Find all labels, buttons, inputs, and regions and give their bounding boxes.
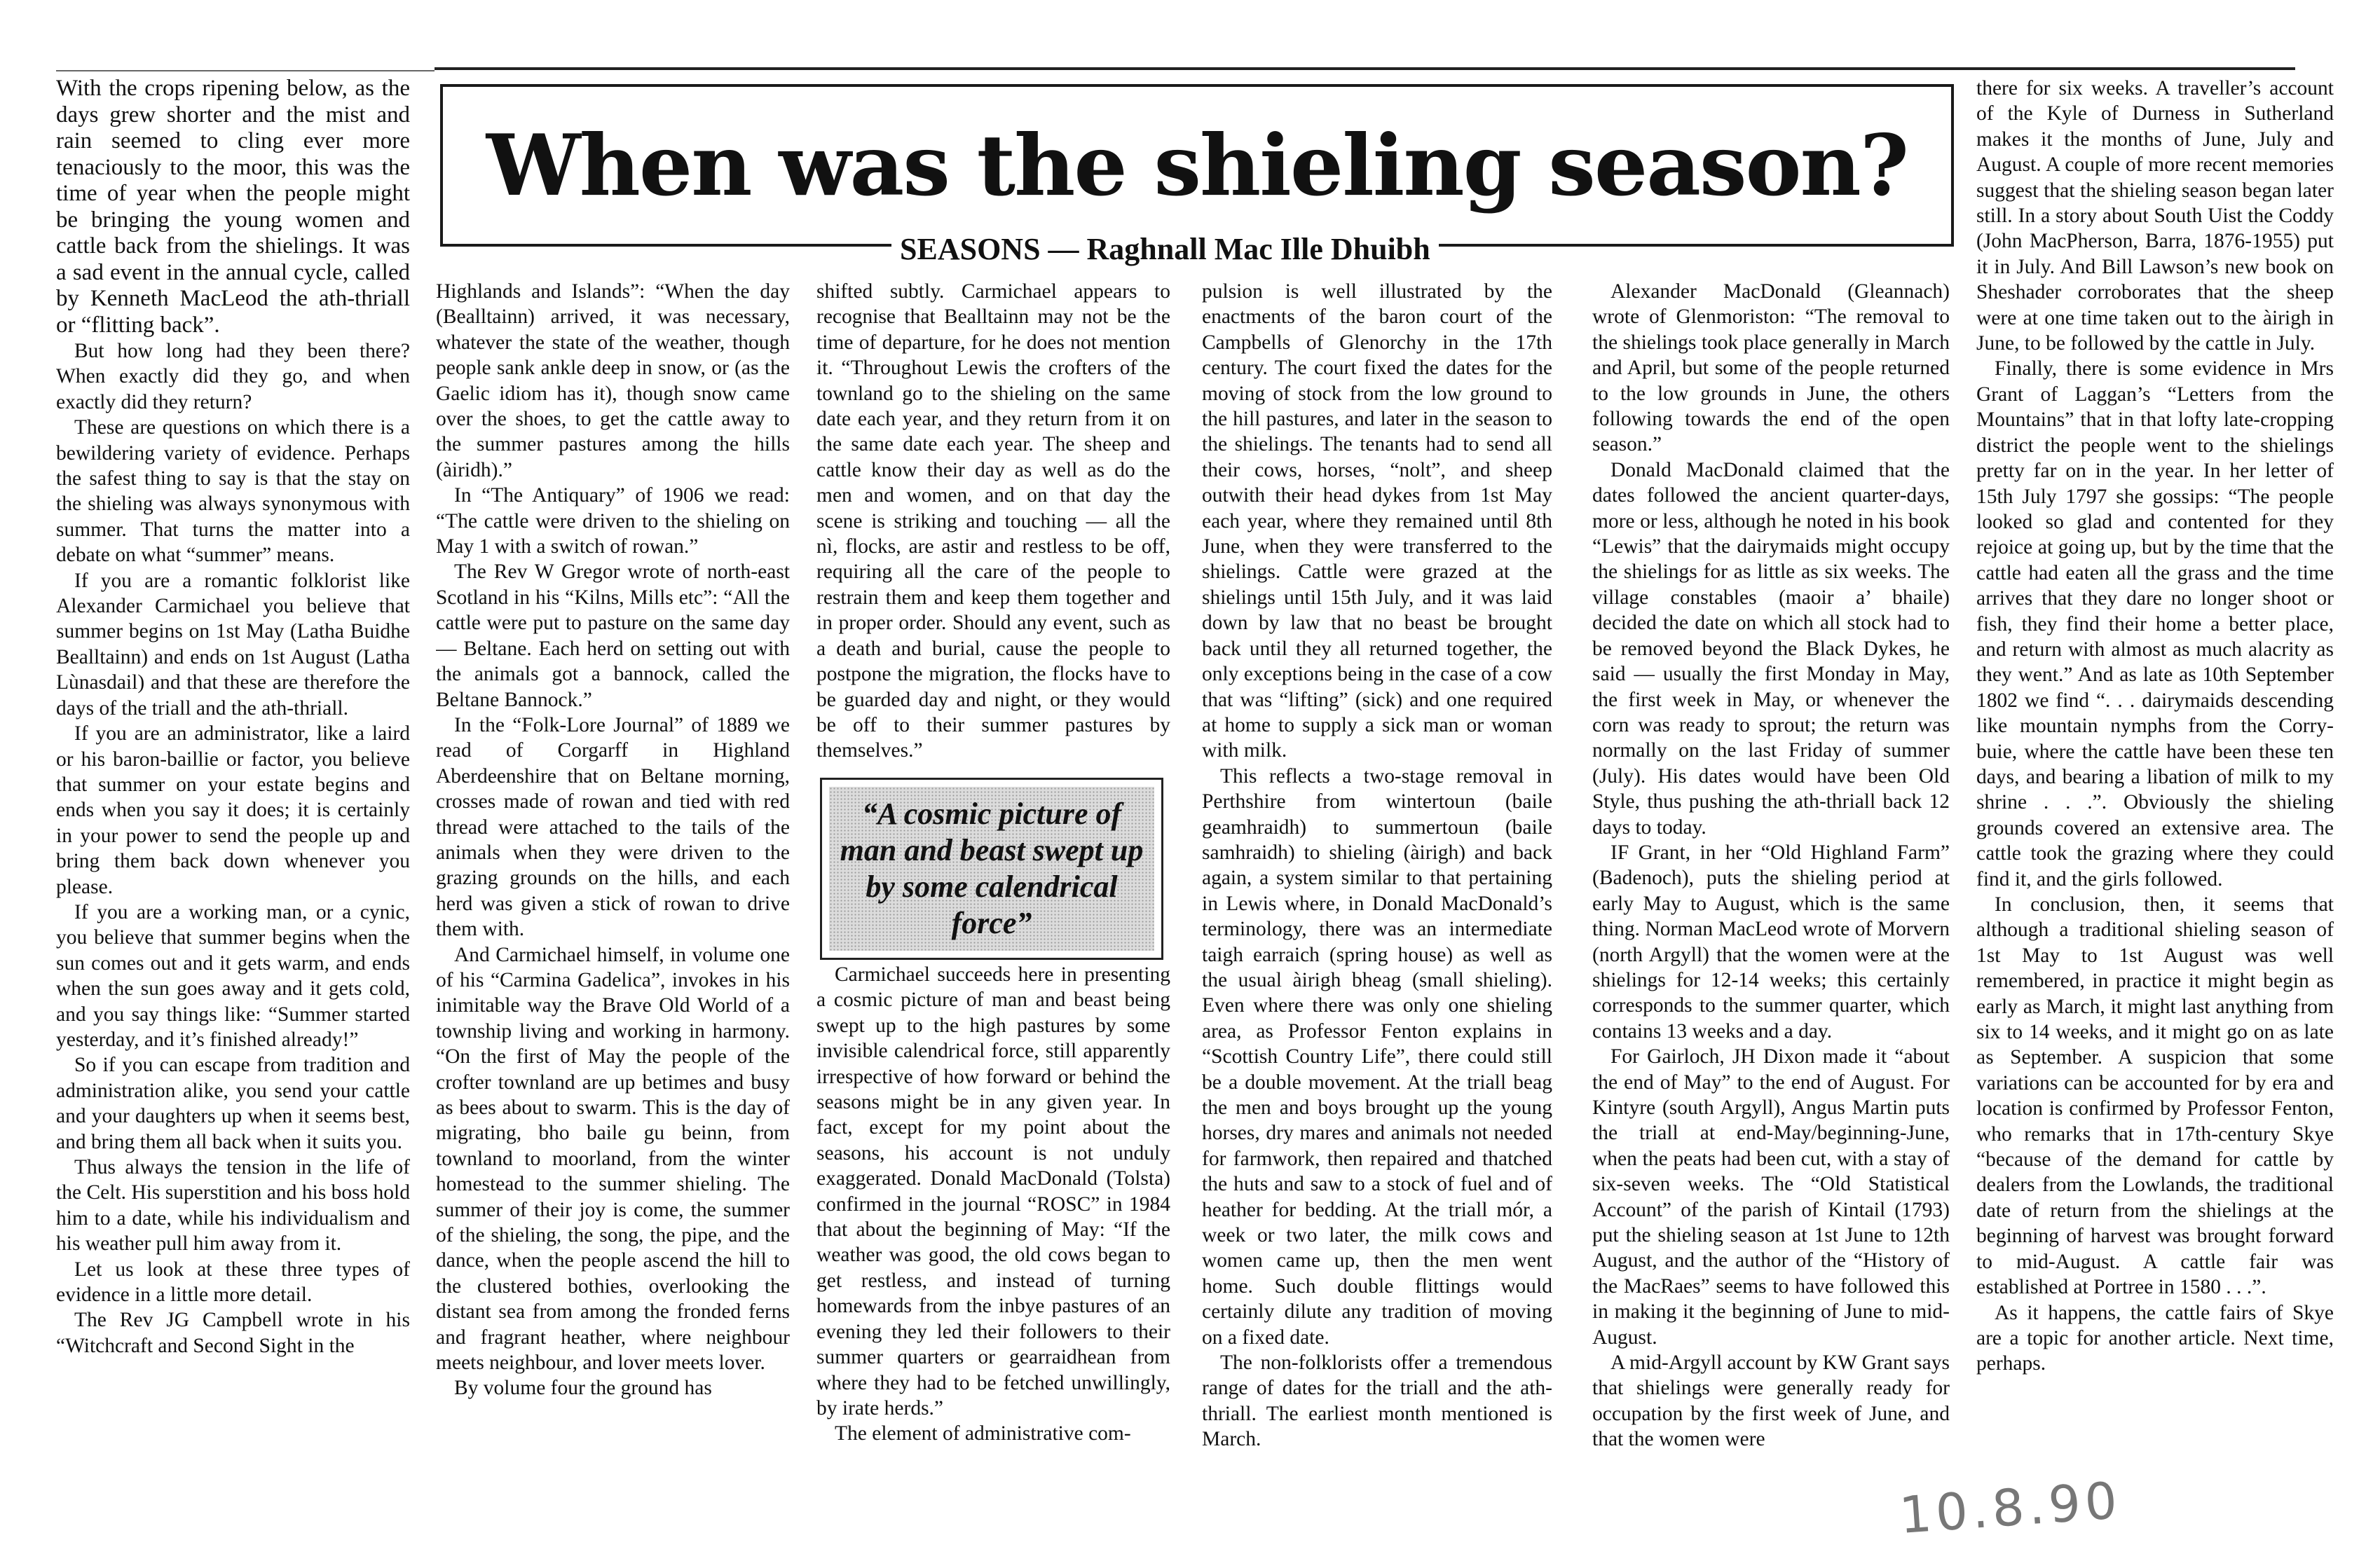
top-rule	[435, 67, 2295, 70]
paragraph: This reflects a two-stage removal in Perthshire from wintertoun (baile geamhraidh) to summertoun (baile samhraidh) to shieling (àirigh) and back again, a system similar to that pertaining in Lewis where, in Donald MacDonald’s terminology, there was an intermediate taigh earraich (spring house) as well as the usual àirigh bheag (small shieling). Even where there was only one shieling area, as Professor Fenton explains in “Scottish Country Life”, there could still be a double movement. At the triall beag the men and boys brought up the young horses, dry mares and animals not needed for farmwork, then repaired and thatched the huts and saw to a stock of fuel and of heather for bedding. At the triall mór, a week or two later, the milk cows and women came up, then the men went home. Such double flittings would certainly dilute any tradition of moving on a fixed date.	[1202, 764, 1552, 1349]
paragraph: Let us look at these three types of evidence in a little more detail.	[56, 1258, 410, 1307]
paragraph: there for six weeks. A traveller’s account of the Kyle of Durness in Sutherland makes it the months of June, July and August. A couple of more recent memories suggest that the shieling season began later still. In a story about South Uist the Coddy (John MacPherson, Barra, 1876-1955) put it in July. And Bill Lawson’s new book on Sheshader corroborates that the sheep were at one time taken out to the àirigh in June, to be followed by the cattle in July.	[1976, 77, 2334, 355]
paragraph: pulsion is well illustrated by the enactments of the baron court of the Campbells of Glenorchy in the 17th century. The court fixed the dates for the moving of stock from the low ground to the hill pastures, and later in the season to the shielings. The tenants had to send all their cows, horses, “nolt”, and sheep outwith their head dykes from 1st May each year, where they remained until 8th June, when they were transferred to the shielings. Cattle were grazed at the shielings until 15th July, and it was laid down by law that no beast be brought back until they all returned together, the only exceptions being in the case of a cow that was “lifting” (sick) and one required at home to supply a sick man or woman with milk.	[1202, 280, 1552, 762]
paragraph: As it happens, the cattle fairs of Skye are a topic for another article. Next time, perhaps.	[1976, 1301, 2334, 1375]
paragraph: In conclusion, then, it seems that although a traditional shieling season of 1st May to 1st August was well remembered, in practice it might begin as early as March, it might last anything from six to 14 weeks, and it might go on as late as September. A suspicion that some variations can be accounted for by era and location is confirmed by Professor Fenton, who remarks that in 17th-century Skye “because of the demand for cattle by dealers from the Lowlands, the traditional date of return from the shielings at the beginning of harvest was brought forward to mid-August. A cattle fair was established at Portree in 1580 . . .”.	[1976, 893, 2334, 1299]
paragraph: The non-folklorists offer a tremendous range of dates for the triall and the ath-thriall. The earliest month mentioned is March.	[1202, 1352, 1552, 1451]
article-column-1	[56, 76, 410, 1477]
top-rule-left	[56, 70, 435, 71]
article-column-5	[1592, 279, 1950, 1477]
paragraph: Donald MacDonald claimed that the dates followed the ancient quarter-days, more or less, although he noted in his book “Lewis” that the dairymaids might occupy the shielings for as little as six weeks. The village constables (maoir a’ bhaile) decided the date on which all stock had to be removed beyond the Black Dykes, he said — usually the first Monday in May, the first week in May, or whenever the corn was ready to sprout; the return was normally on the last Friday of summer (July). His dates would have been Old Style, thus pushing the ath-thriall back 12 days to today.	[1592, 458, 1950, 839]
paragraph: If you are a romantic folklorist like Alexander Carmichael you believe that summer begins on 1st May (Latha Buidhe Bealltainn) and ends on 1st August (Latha Lùnasdail) and that these are therefore the days of the triall and the ath-thriall.	[56, 569, 410, 720]
paragraph: Thus always the tension in the life of the Celt. His superstition and his boss hold him to a date, while his individualism and his weather pull him away from it.	[56, 1156, 410, 1256]
pull-quote-screen	[829, 787, 1154, 951]
paragraph: Finally, there is some evidence in Mrs Grant of Laggan’s “Letters from the Mountains” that in that lofty late-cropping district the people went to the shielings pretty far on in the year. In her letter of 15th July 1797 she gossips: “The people looked so glad and contented for they rejoice at going up, but by the time that the cattle had eaten all the grass and the time arrives that they dare no longer shoot or fish, they find their home a better place, and return with almost as much alacrity as they went.” And as late as 10th September 1802 we find “. . . dairymaids descending like mountain nymphs from the Corry-buie, where the cattle have been these ten days, and bearing a libation of milk to my shrine . . .”. Obviously the shieling grounds covered an extensive area. The cattle took the grazing where they could find it, and the girls followed.	[1976, 357, 2334, 891]
paragraph: In the “Folk-Lore Journal” of 1889 we read of Corgarff in Highland Aberdeenshire that on Beltane morning, crosses made of rowan and tied with red thread were attached to the tails of the animals when they were driven to the grazing grounds on the hills, and each herd was given a stick of rowan to drive them with.	[436, 713, 790, 941]
lead-paragraph: With the crops ripening below, as the days grew shorter and the mist and rain seemed to cling ever more tenaciously to the moor, this was the time of year when the people might be bringing the young women and cattle back from the shielings. It was a sad event in the annual cycle, called by Kenneth MacLeod the ath-thriall or “flitting back”.	[56, 76, 410, 338]
paragraph: If you are an administrator, like a laird or his baron-baillie or factor, you believe that summer on your estate begins and ends when you say it does; it is certainly in your power to send the people up and bring them back down whenever you please.	[56, 722, 410, 898]
article-column-6	[1976, 76, 2334, 1477]
pull-quote-box	[820, 778, 1163, 960]
paragraph: IF Grant, in her “Old Highland Farm” (Badenoch), puts the shieling period at early May to August, which is the same thing. Norman MacLeod wrote of Morvern (north Argyll) that the women were at the shielings for 12-14 weeks; this certainly corresponds to the summer quarter, which contains 13 weeks and a day.	[1592, 841, 1950, 1043]
paragraph: The element of administrative com-	[835, 1422, 1131, 1445]
paragraph: And Carmichael himself, in volume one of his “Carmina Gadelica”, invokes in his inimitable way the Brave Old World of a township living and working in harmony. “On the first of May the people of the crofter townland are up betimes and busy as bees about to swarm. This is the day of migrating, bho baile gu beinn, from townland to moorland, from the winter homestead to the summer shieling. The summer of their joy is come, the summer of the shieling, the song, the pipe, and the dance, when the people ascend the hill to the clustered bothies, overlooking the distant sea from among the fronded ferns and fragrant heather, where neighbour meets neighbour, and lover meets lover.	[436, 943, 790, 1375]
paragraph: The Rev JG Campbell wrote in his “Witchcraft and Second Sight in the	[56, 1309, 410, 1357]
paragraph: shifted subtly. Carmichael appears to recognise that Bealltainn may not be the time of departure, for he does not mention it. “Throughout Lewis the crofters of the townland go to the shieling on the same date each year, and they return from it on the same date each year. The sheep and cattle know their day as well as do the men and women, and on that day the scene is striking and touching — all the nì, flocks, are astir and restless to be off, requiring all the care of the people to restrain them and keep them together and in proper order. Should any event, such as a death and burial, cause the people to postpone the migration, the flocks have to be guarded day and night, or they would be off to their summer pastures by themselves.”	[816, 280, 1170, 762]
paragraph: By volume four the ground has	[454, 1377, 712, 1400]
headline-box	[440, 84, 1954, 247]
paragraph: But how long had they been there? When exactly did they go, and when exactly did they return?	[56, 340, 410, 413]
paragraph: Alexander MacDonald (Gleannach) wrote of Glenmoriston: “The removal to the shielings took place generally in March and April, but some of the people returned to the low grounds in June, the others following towards the end of the open season.”	[1592, 280, 1950, 456]
paragraph: The Rev W Gregor wrote of north-east Scotland in his “Kilns, Mills etc”: “All the cattle were put to pasture on the same day — Beltane. Each herd on setting out with the animals got a bannock, called the Beltane Bannock.”	[436, 561, 790, 711]
paragraph: So if you can escape from tradition and administration alike, you send your cattle and your daughters up when it seems best, and bring them all back when it suits you.	[56, 1054, 410, 1153]
headline: When was the shieling season?	[486, 116, 1908, 215]
paragraph: If you are a working man, or a cynic, you believe that summer begins when the sun comes out and it gets warm, and ends when the sun goes away and it gets cold, and you say things like: “Summer started yesterday, and it’s finished already!”	[56, 900, 410, 1051]
paragraph: A mid-Argyll account by KW Grant says that shielings were generally ready for occupation by the first week of June, and that the women were	[1592, 1352, 1950, 1451]
pull-quote: “A cosmic picture of man and beast swept up by some calendrical force”	[840, 797, 1144, 940]
article-column-2	[436, 279, 790, 1477]
paragraph: Highlands and Islands”: “When the day (Bealltainn) arrived, it was necessary, whatever the state of the weather, though people sank ankle deep in snow, or (as the Gaelic idiom has it), though snow came over the shoes, to get the cattle away to the summer pastures among the hills (àiridh).”	[436, 280, 790, 481]
handwritten-date: 10.8.90	[1897, 1471, 2123, 1545]
paragraph: These are questions on which there is a bewildering variety of evidence. Perhaps the safest thing to say is that the stay on the shieling was always synonymous with summer. That turns the matter into a debate on what “summer” means.	[56, 416, 410, 567]
byline: SEASONS — Raghnall Mac Ille Dhuibh	[891, 231, 1439, 267]
article-column-4	[1202, 279, 1552, 1477]
paragraph: Carmichael succeeds here in presenting a cosmic picture of man and beast being swept up to the high pastures by some invisible calendrical force, still apparently irrespective of how forward or behind the seasons might be in any given year. In fact, except for my point about the seasons, his account is not unduly exaggerated. Donald MacDonald (Tolsta) confirmed in the journal “ROSC” in 1984 that about the beginning of May: “If the weather was good, the old cows began to get restless, and instead of turning homewards from the inbye pastures of an evening they led their followers to their summer quarters or gearraidhean from where they had to be fetched unwillingly, by irate herds.”	[816, 963, 1170, 1419]
paragraph: For Gairloch, JH Dixon made it “about the end of May” to the end of August. For Kintyre (south Argyll), Angus Martin puts the triall at end-May/beginning-June, when the peats had been cut, with a stay of six-seven weeks. The “Old Statistical Account” of the parish of Kintail (1793) put the shieling season at 1st June to 12th August, and the author of the “History of the MacRaes” seems to have followed this in making it the beginning of June to mid-August.	[1592, 1045, 1950, 1349]
paragraph: In “The Antiquary” of 1906 we read: “The cattle were driven to the shieling on May 1 with a switch of rowan.”	[436, 484, 790, 558]
